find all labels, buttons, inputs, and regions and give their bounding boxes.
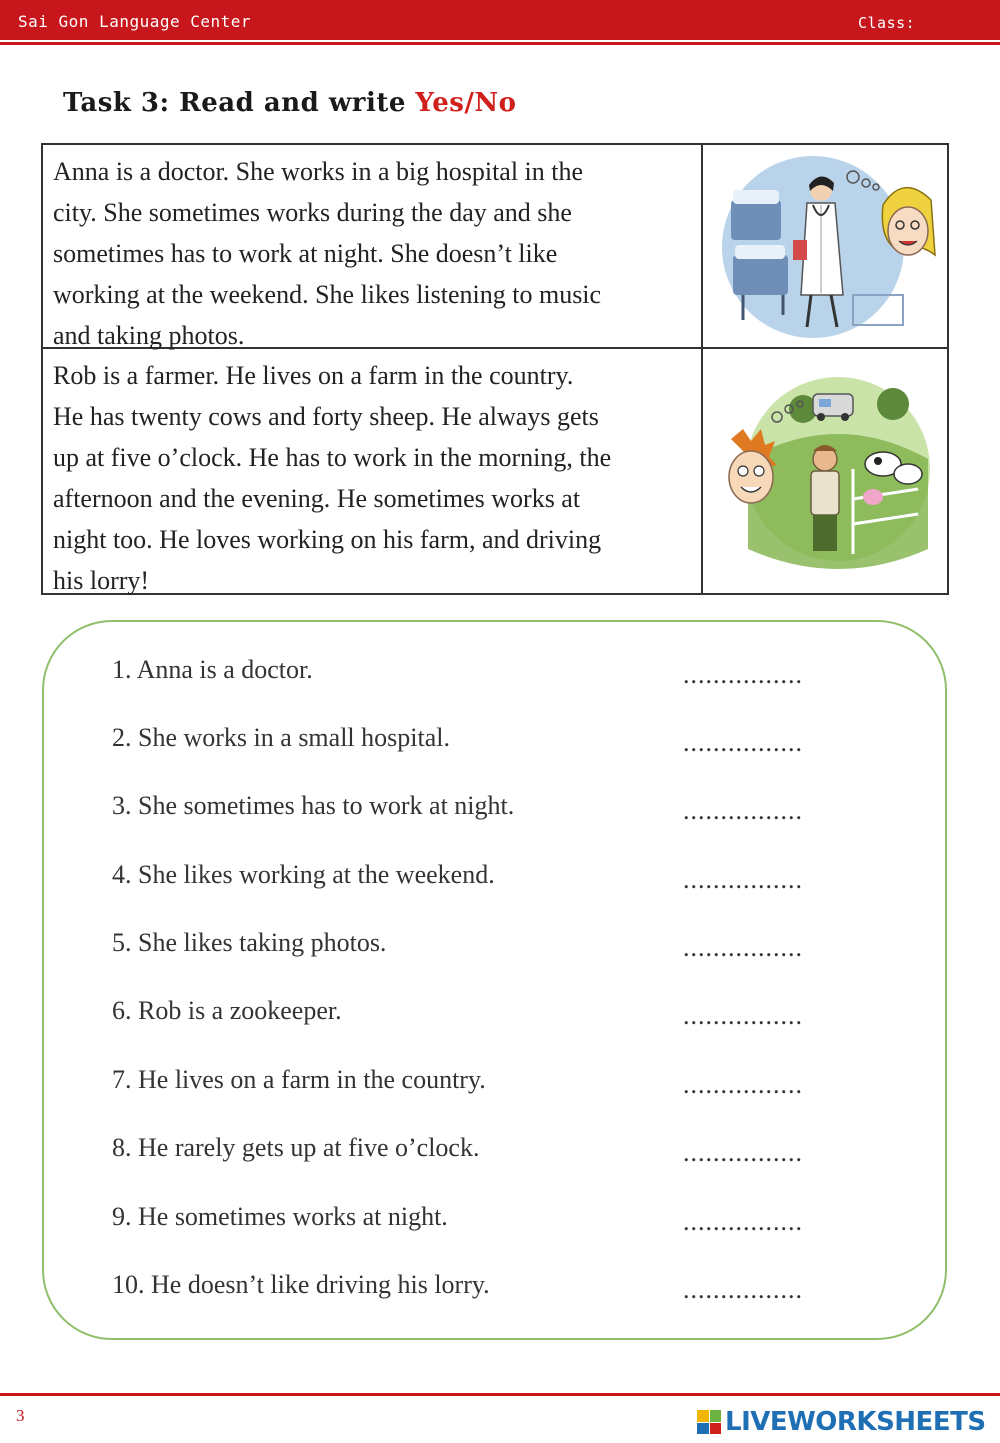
answer-blank-9[interactable]: ................ <box>683 1207 803 1236</box>
liveworksheets-logo-icon <box>697 1410 721 1434</box>
passage-row-rob <box>43 349 947 593</box>
passage-row-anna <box>43 145 947 349</box>
passage-line: sometimes has to work at night. She doesn’t like <box>53 239 558 268</box>
task-title-accent: Yes/No <box>415 88 517 118</box>
center-name: Sai Gon Language Center <box>18 12 252 31</box>
answer-blank-5[interactable]: ................ <box>683 933 803 962</box>
question-5: 5. She likes taking photos. <box>112 928 387 957</box>
answer-blank-2[interactable]: ................ <box>683 728 803 757</box>
passage-line: up at five o’clock. He has to work in the morning, the <box>53 443 612 472</box>
reading-table <box>41 143 949 595</box>
question-3: 3. She sometimes has to work at night. <box>112 791 515 820</box>
liveworksheets-brand[interactable] <box>697 1406 986 1438</box>
passage-line: Rob is a farmer. He lives on a farm in the country. <box>53 361 574 390</box>
passage-line: afternoon and the evening. He sometimes works at <box>53 484 581 513</box>
question-6: 6. Rob is a zookeeper. <box>112 996 342 1025</box>
passage-line: Anna is a doctor. She works in a big hospital in the <box>53 157 584 186</box>
question-7: 7. He lives on a farm in the country. <box>112 1065 486 1094</box>
answer-blank-4[interactable]: ................ <box>683 865 803 894</box>
passage-line: and taking photos. <box>53 321 245 350</box>
passage-line: his lorry! <box>53 566 150 595</box>
doctor-hospital-illustration <box>703 145 947 347</box>
question-2: 2. She works in a small hospital. <box>112 723 450 752</box>
header-bar <box>0 0 1000 40</box>
passage-line: working at the weekend. She likes listening to music <box>53 280 602 309</box>
passage-text-rob <box>43 349 703 593</box>
question-4: 4. She likes working at the weekend. <box>112 860 495 889</box>
task-title <box>63 88 517 118</box>
question-1: 1. Anna is a doctor. <box>112 655 313 684</box>
header-divider <box>0 42 1000 45</box>
answer-blank-10[interactable]: ................ <box>683 1275 803 1304</box>
question-10: 10. He doesn’t like driving his lorry. <box>112 1270 490 1299</box>
footer-divider <box>0 1393 1000 1396</box>
farmer-farm-illustration <box>703 349 947 593</box>
task-title-prefix: Task 3: Read and write <box>63 88 416 118</box>
answer-blank-6[interactable]: ................ <box>683 1001 803 1030</box>
passage-line: night too. He loves working on his farm, and driving <box>53 525 602 554</box>
passage-text-anna <box>43 145 703 350</box>
page-number: 3 <box>16 1406 25 1425</box>
brand-name: LIVEWORKSHEETS <box>725 1407 986 1437</box>
class-label: Class: <box>858 14 916 32</box>
question-8: 8. He rarely gets up at five o’clock. <box>112 1133 480 1162</box>
question-9: 9. He sometimes works at night. <box>112 1202 448 1231</box>
passage-line: city. She sometimes works during the day and she <box>53 198 572 227</box>
answer-blank-7[interactable]: ................ <box>683 1070 803 1099</box>
answer-blank-3[interactable]: ................ <box>683 796 803 825</box>
passage-line: He has twenty cows and forty sheep. He always gets <box>53 402 599 431</box>
answer-blank-1[interactable]: ................ <box>683 660 803 689</box>
answer-blank-8[interactable]: ................ <box>683 1138 803 1167</box>
